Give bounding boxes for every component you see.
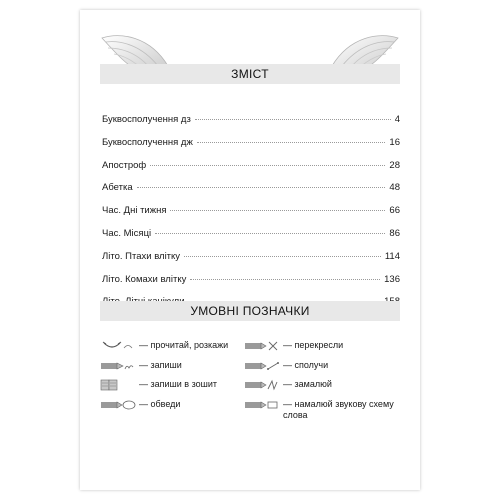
toc-leader (137, 187, 386, 188)
toc-item-page: 136 (384, 273, 400, 285)
toc-item-page: 86 (389, 227, 400, 239)
legend-item (244, 399, 403, 419)
sound-scheme-icon (244, 399, 280, 411)
toc-leader (190, 279, 380, 280)
legend-item (100, 379, 228, 399)
legend-label: — прочитай, розкажи (139, 340, 229, 350)
toc-item[interactable] (102, 274, 400, 297)
book-page (80, 10, 420, 490)
toc-item[interactable] (102, 160, 400, 183)
toc-item[interactable] (102, 228, 400, 251)
legend-label: — запиши (139, 359, 182, 370)
legend-label: — запиши в зошит (139, 379, 217, 389)
legend-item (100, 360, 228, 380)
legend-label: — замалюй (283, 379, 332, 389)
toc-item-title: Літо. Комахи влітку (102, 273, 187, 285)
toc-item-page: 28 (389, 159, 400, 171)
legend-item (244, 340, 403, 360)
legend-item (244, 379, 403, 399)
toc-leader (195, 119, 391, 120)
toc-item[interactable] (102, 205, 400, 228)
toc-item-title: Час. Дні тижня (102, 205, 167, 217)
toc-item-page: 48 (389, 182, 400, 194)
toc-item-page: 4 (394, 114, 400, 125)
toc-leader (170, 210, 385, 211)
toc-leader (150, 165, 385, 166)
toc-item-page: 66 (389, 205, 400, 217)
toc-leader (197, 142, 386, 143)
connect-icon (244, 360, 280, 372)
legend-label: — обведи (139, 398, 181, 409)
toc-item-page: 114 (384, 250, 400, 262)
toc-item[interactable] (102, 182, 400, 205)
toc-leader (184, 256, 381, 257)
toc-item[interactable] (102, 114, 400, 137)
toc-item-title: Час. Місяці (102, 227, 152, 239)
toc-leader (155, 233, 385, 234)
legend-label: — перекресли (283, 340, 344, 350)
read-tell-icon (100, 340, 136, 352)
toc-list (102, 114, 400, 319)
legend-left-column (100, 340, 228, 418)
toc-item-page: 16 (389, 136, 400, 148)
toc-title: ЗМІСТ (100, 64, 400, 84)
cross-out-icon (244, 340, 280, 352)
paint-icon (244, 379, 280, 391)
toc-item[interactable] (102, 251, 400, 274)
legend-title: УМОВНІ ПОЗНАЧКИ (100, 301, 400, 321)
toc-item-title: Літо. Птахи влітку (102, 250, 181, 262)
toc-item[interactable] (102, 137, 400, 160)
toc-item-title: Буквосполучення дж (102, 136, 193, 148)
trace-icon (100, 399, 136, 411)
legend-item (100, 340, 228, 360)
legend-item (100, 399, 228, 419)
write-icon (100, 360, 136, 372)
notebook-icon (100, 379, 136, 391)
legend-item (244, 360, 403, 380)
legend-label: — сполучи (283, 359, 329, 370)
toc-item-title: Буквосполучення дз (102, 114, 191, 125)
legend-label: — намалюй звукову схему слова (283, 398, 394, 420)
toc-item-title: Абетка (102, 182, 133, 194)
legend-right-column (244, 340, 403, 418)
toc-item-title: Апостроф (102, 159, 147, 171)
